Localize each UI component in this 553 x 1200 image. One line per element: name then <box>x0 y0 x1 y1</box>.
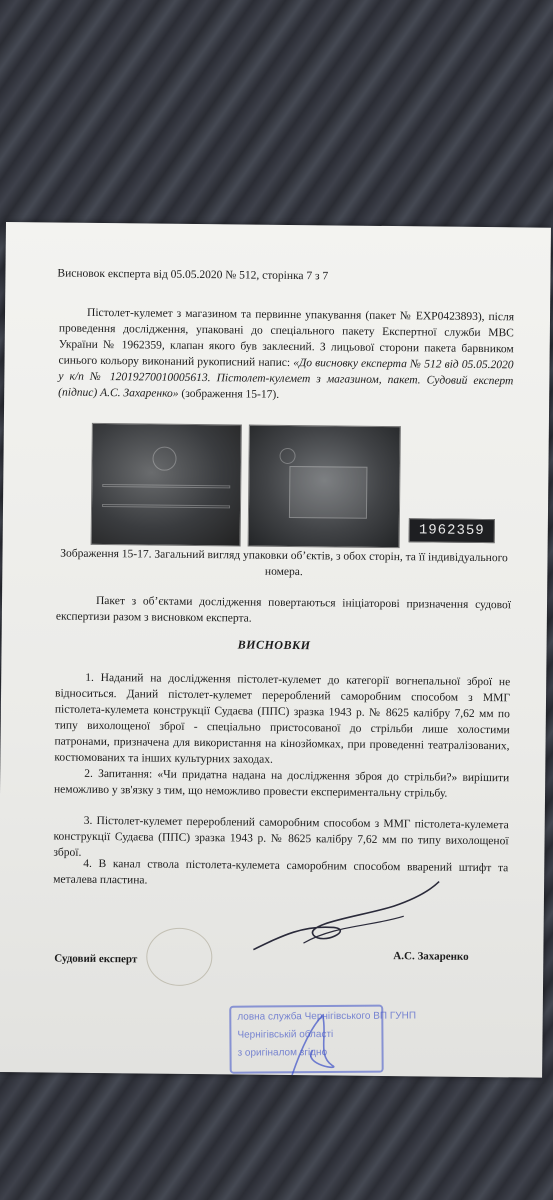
conclusion-item: 2. Запитання: «Чи придатна надана на дослідження зброя до стрільби?» вирішити неможливо у зв'язку з тим, що неможливо провести експериментальну стрільбу. <box>53 767 510 800</box>
signature-name: А.С. Захаренко <box>393 950 469 963</box>
conclusions-heading: ВИСНОВКИ <box>237 637 311 653</box>
handwritten-inscription-quote: «До висновку експерта № 512 від 05.05.2020 у к/п № 12019270010005613. Пістолет-кулемет з магазином, пакет. Судовий експерт (підпис) А.С. Захаренко» <box>58 357 514 400</box>
paragraph-packaging-tail: (зображення 15-17). <box>178 387 280 401</box>
stamp-line: ловна служба Чернігівського ВП ГУНП <box>237 1010 417 1023</box>
conclusion-item: 3. Пістолет-кулемет перероблений саморобним способом з ММГ пістолета-кулемета конструкції Судаєва (ППС) зразка 1943 р. № 8625 калібру 7,62 мм по типу вихолощеної зброї. <box>53 814 509 859</box>
faded-stamp-round <box>146 928 213 987</box>
stamp-line: з оригіналом згідно <box>237 1047 328 1059</box>
image-caption: Зображення 15-17. Загальний вигляд упаковки об’єктів, з обох сторін, та її індивідуального номера. <box>60 547 508 579</box>
photo-package-back <box>248 425 401 549</box>
page-header: Висновок експерта від 05.05.2020 № 512, сторінка 7 з 7 <box>57 267 329 283</box>
paragraph-return: Пакет з об’єктами дослідження повертаються ініціаторові призначення судової експертизи разом з висновком експерта. <box>55 594 512 625</box>
photo-package-front <box>91 423 242 547</box>
conclusion-item: 4. В канал ствола пістолета-кулемета саморобним способом вварений штифт та металева пластина. <box>53 857 509 887</box>
stamp-line: Чернігівській області <box>237 1029 334 1041</box>
stamp-signature <box>282 1005 353 1086</box>
photo-package-number: 1962359 <box>409 518 495 543</box>
signature-title: Судовий експерт <box>54 952 138 966</box>
document-page <box>0 222 551 1078</box>
paragraph-packaging <box>58 305 514 406</box>
paragraph-packaging-text: Пістолет-кулемет з магазином та первинне упакування (пакет № EXP0423893), після проведення дослідження, упаковані до спеціального пакету Експертної служби МВС України № 1962359, клапан якого був заклеєний. З лицьової сторони пакета барвником синього кольору виконаний рукописний напис: <box>58 306 515 370</box>
conclusion-item: 1. Наданий на дослідження пістолет-кулемет до категорії вогнепальної зброї не відноситься. Даний пістолет-кулемет перероблений саморобним способом з ММГ пістолета-кулемета конструкції Судаєва (ППС) зразка 1943 р. № 8625 калібру 7,62 мм по типу вихолощеної зброї - спеціально пристосованої до стрільби лише холостими патронами, призначена для використання на кінозйомках, при проведенні театралізованих, костюмованих та інших культурних заходах. <box>54 671 511 766</box>
background-blanket-top <box>0 0 553 240</box>
